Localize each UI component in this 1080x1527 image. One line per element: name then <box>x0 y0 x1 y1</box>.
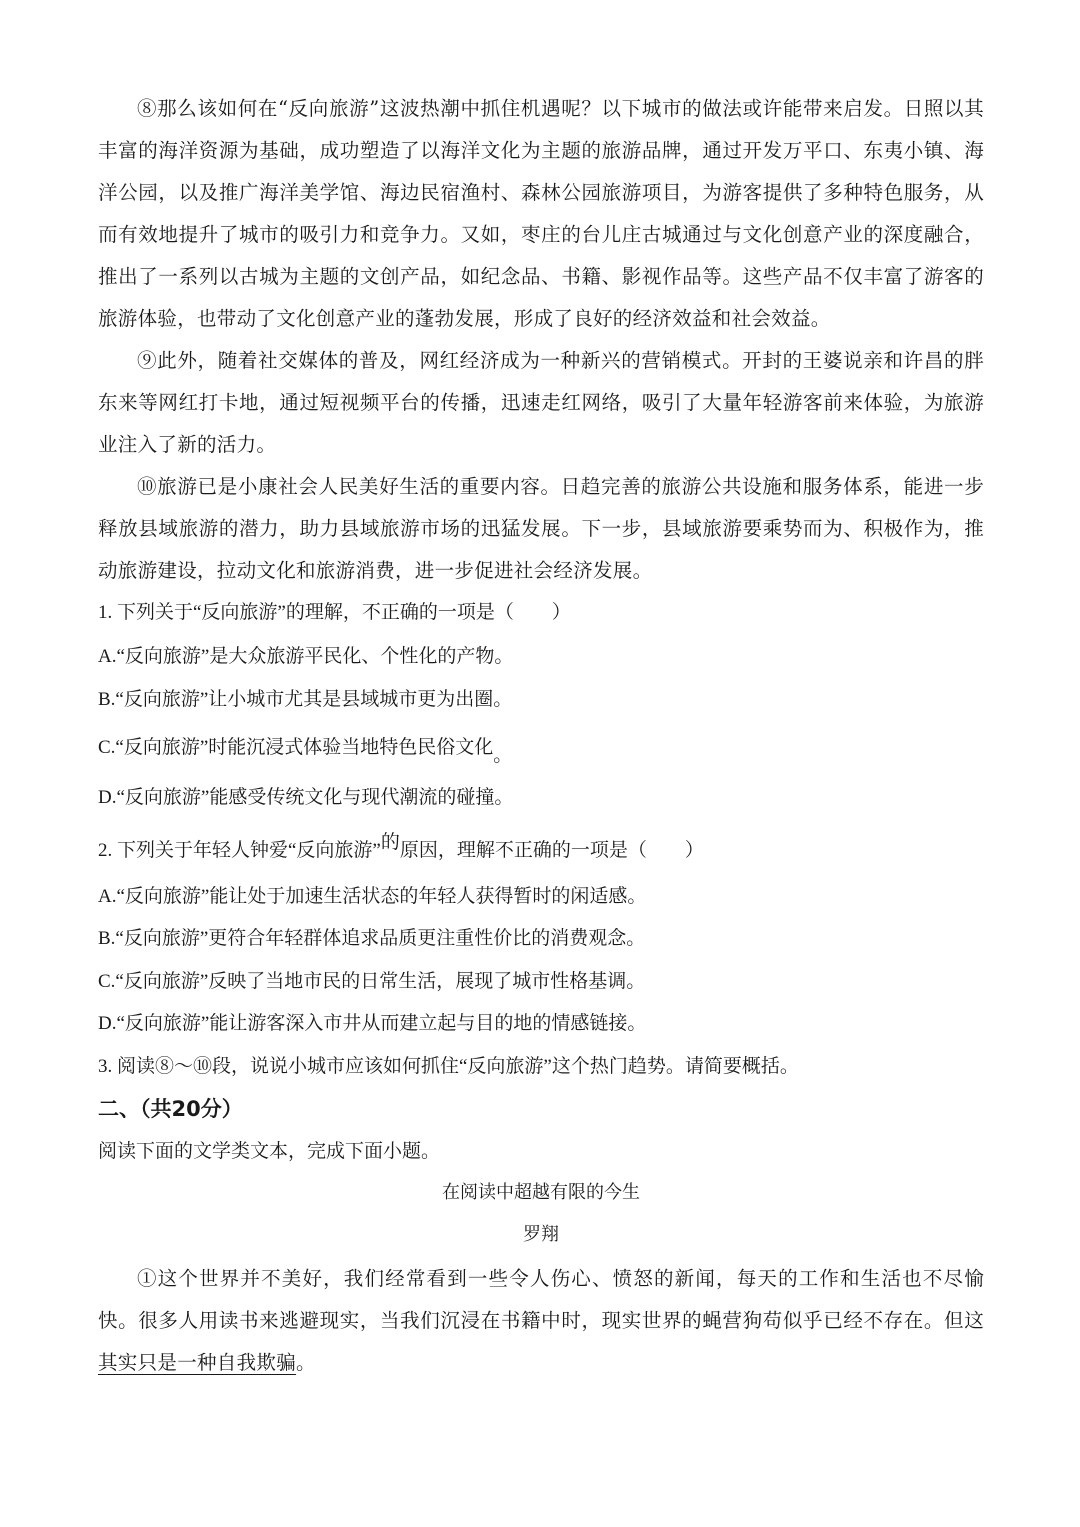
question-3: 3. 阅读⑧～⑩段，说说小城市应该如何抓住“反向旅游”这个热门趋势。请简要概括。 <box>98 1056 799 1077</box>
question-1-option-d: D.“反向旅游”能感受传统文化与现代潮流的碰撞。 <box>98 787 514 808</box>
article-author: 罗翔 <box>523 1224 559 1245</box>
paragraph-9: ⑨此外，随着社交媒体的普及，网红经济成为一种新兴的营销模式。开封的王婆说亲和许昌的胖东来等网红打卡地，通过短视频平台的传播，迅速走红网络，吸引了大量年轻游客前来体验，为旅游业注入了新的活力。 <box>98 349 984 456</box>
question-2-option-a: A.“反向旅游”能让处于加速生活状态的年轻人获得暂时的闲适感。 <box>98 886 647 907</box>
article-paragraph-1 <box>98 1258 984 1384</box>
option-c-period: 。 <box>493 745 513 766</box>
underlined-phrase: 其实只是一种自我欺骗 <box>98 1351 297 1374</box>
question-1-stem: 1. 下列关于“反向旅游”的理解，不正确的一项是（ ） <box>98 602 571 623</box>
question-1-option-a: A.“反向旅游”是大众旅游平民化、个性化的产物。 <box>98 646 514 667</box>
question-1-option-c <box>98 734 984 766</box>
question-2-stem-de: 的 <box>380 832 400 853</box>
question-2-stem-part-b: 原因，理解不正确的一项是（ ） <box>399 840 704 861</box>
question-2-option-d: D.“反向旅游”能让游客深入市井从而建立起与目的地的情感链接。 <box>98 1013 647 1034</box>
section-instruction: 阅读下面的文学类文本，完成下面小题。 <box>98 1141 441 1162</box>
paragraph-10: ⑩旅游已是小康社会人民美好生活的重要内容。日趋完善的旅游公共设施和服务体系，能进一步释放县域旅游的潜力，助力县域旅游市场的迅猛发展。下一步，县域旅游要乘势而为、积极作为，推动旅游建设，拉动文化和旅游消费，进一步促进社会经济发展。 <box>98 475 984 582</box>
article-p1-text: ①这个世界并不美好，我们经常看到一些令人伤心、愤怒的新闻，每天的工作和生活也不尽愉快。很多人用读书来逃避现实，当我们沉浸在书籍中时，现实世界的蝇营狗苟似乎已经不存在。但这 <box>98 1267 984 1332</box>
paragraph-8: ⑧那么该如何在“反向旅游”这波热潮中抓住机遇呢？以下城市的做法或许能带来启发。日照以其丰富的海洋资源为基础，成功塑造了以海洋文化为主题的旅游品牌，通过开发万平口、东夷小镇、海洋公园，以及推广海洋美学馆、海边民宿渔村、森林公园旅游项目，为游客提供了多种特色服务，从而有效地提升了城市的吸引力和竞争力。又如，枣庄的台儿庄古城通过与文化创意产业的深度融合，推出了一系列以古城为主题的文创产品，如纪念品、书籍、影视作品等。这些产品不仅丰富了游客的旅游体验，也带动了文化创意产业的蓬勃发展，形成了良好的经济效益和社会效益。 <box>98 97 984 330</box>
option-c-text: C.“反向旅游”时能沉浸式体验当地特色民俗文化 <box>98 737 494 758</box>
question-2-option-c: C.“反向旅游”反映了当地市民的日常生活，展现了城市性格基调。 <box>98 971 646 992</box>
question-2-option-b: B.“反向旅游”更符合年轻群体追求品质更注重性价比的消费观念。 <box>98 928 646 949</box>
section-heading: 二、（共20分） <box>98 1097 243 1121</box>
question-2-stem-part-a: 2. 下列关于年轻人钟爱“反向旅游” <box>98 840 381 861</box>
article-title: 在阅读中超越有限的今生 <box>442 1182 640 1203</box>
article-p1-end: 。 <box>296 1351 316 1374</box>
question-2-stem <box>98 832 984 865</box>
question-1-option-b: B.“反向旅游”让小城市尤其是县域城市更为出圈。 <box>98 689 513 710</box>
